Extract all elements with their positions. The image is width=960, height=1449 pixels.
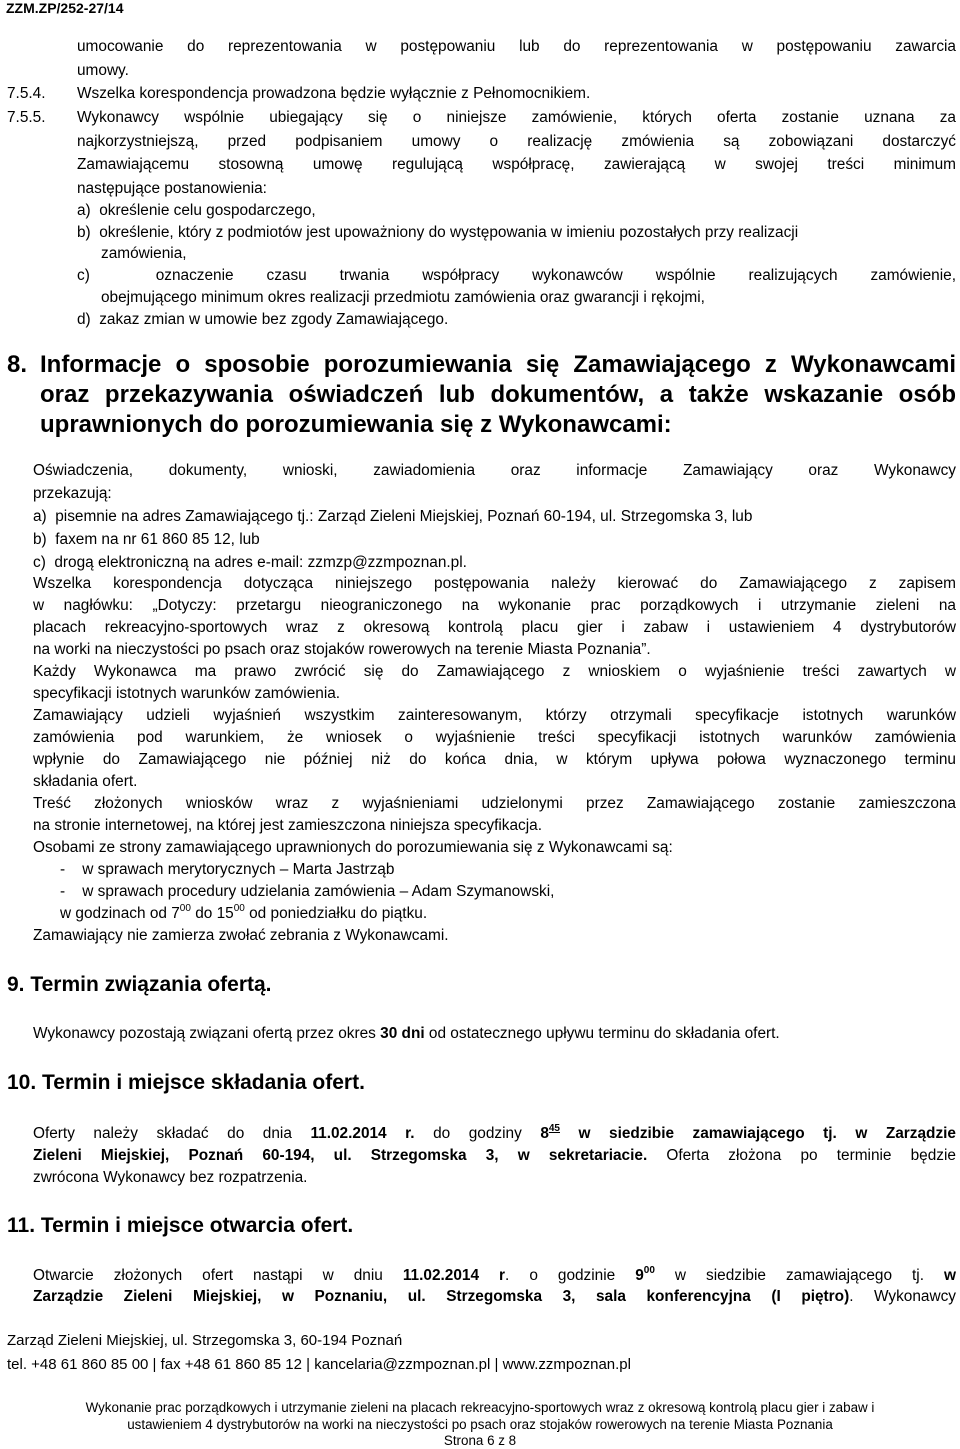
paragraph-line: wpłynie do Zamawiającego nie później niż do końca dnia, w którym upływa połowa wyznaczonego terminu [33,751,956,768]
text-run: Oferty należy składać do dnia [33,1125,311,1142]
clause-text: następujące postanowienia: [77,180,267,197]
paragraph-line: zwrócona Wykonawcy bez rozpatrzenia. [33,1169,308,1186]
paragraph-line: Zamawiający nie zamierza zwołać zebrania z Wykonawcami. [33,927,449,944]
list-item: - w sprawach procedury udzielania zamówienia – Adam Szymanowski, [60,883,555,900]
footer-description: ustawieniem 4 dystrybutorów na worki na nieczystości po psach oraz stojaków rowerowych na terenie Miasta Poznania [127,1417,833,1432]
footer-contact: tel. +48 61 860 85 00 | fax +48 61 860 85 12 | kancelaria@zzmpoznan.pl | www.zzmpoznan.pl [7,1356,631,1373]
paragraph-line: umowy. [77,62,129,79]
list-item: - w sprawach merytorycznych – Marta Jastrząb [60,861,395,878]
text-run: do godziny [414,1125,541,1142]
paragraph-line: przekazują: [33,485,112,502]
section-heading: 10. Termin i miejsce składania ofert. [7,1071,365,1094]
paragraph-line: zamówienia pod warunkiem, że wniosek o wyjaśnienie treści specyfikacji istotnych warunków zamówienia [33,729,956,746]
text-run-bold: 30 dni [380,1025,425,1042]
superscript: 45 [548,1123,560,1134]
text-run-bold: 11.02.2014 r [402,1267,506,1284]
list-item: d) zakaz zmian w umowie bez zgody Zamawiającego. [77,311,449,328]
clause-text: najkorzystniejszą, przed podpisaniem umowy o realizację zmówienia są zobowiązani dostarczyć [77,133,956,150]
paragraph-line: na stronie internetowej, na której jest zamieszczona niniejsza specyfikacja. [33,817,542,834]
section-heading: 9. Termin związania ofertą. [7,973,272,996]
text-run-bold: Zieleni Miejskiej, Poznań 60-194, ul. Strzegomska 3, w sekretariacie. [33,1147,648,1164]
footer-description: Wykonanie prac porządkowych i utrzymanie zieleni na placach rekreacyjno-sportowych wraz z okresową kontrolą placu gier i zabaw i [85,1400,875,1415]
paragraph-line [33,1287,956,1307]
list-item: a) pisemnie na adres Zamawiającego tj.: Zarząd Zieleni Miejskiej, Poznań 60-194, ul. Strzegomska 3, lub [33,508,753,525]
paragraph-line [33,1266,956,1286]
list-item: b) określenie, który z podmiotów jest upoważniony do występowania w imieniu pozostałych przy realizacji [77,224,799,241]
paragraph-line [33,1146,956,1166]
paragraph-line: Każdy Wykonawca ma prawo zwrócić się do Zamawiającego z wnioskiem o wyjaśnienie treści zawartych w [33,663,956,680]
section-heading: oraz przekazywania oświadczeń lub dokumentów, a także wskazanie osób [40,381,956,408]
paragraph-line: placach rekreacyjno-sportowych wraz z okresową kontrolą placu gier i zabaw i ustawieniem 4 dystrybutorów [33,619,956,636]
text-run: Otwarcie złożonych ofert nastąpi w dniu [33,1267,403,1284]
text-run-bold: Zarządzie Zieleni Miejskiej, w Poznaniu, ul. Strzegomska 3, sala konferencyjna (I piętro) [33,1288,850,1305]
list-item-cont: obejmującego minimum okres realizacji przedmiotu zamówienia oraz gwarancji i rękojmi, [101,289,705,306]
text-run-bold: 11.02.2014 r. [310,1125,415,1142]
list-item: c) drogą elektroniczną na adres e-mail: zzmzp@zzmpoznan.pl. [33,554,467,571]
footer-address: Zarząd Zieleni Miejskiej, ul. Strzegomska 3, 60-194 Poznań [7,1332,403,1349]
list-item: b) faxem na nr 61 860 85 12, lub [33,531,260,548]
paragraph-line [33,1024,780,1044]
office-hours-text: do 15 [190,905,234,922]
text-run: Wykonawcy pozostają związani ofertą przez okres [33,1025,381,1042]
paragraph-line: Osobami ze strony zamawiającego uprawnionych do porozumiewania się z Wykonawcami są: [33,839,673,856]
text-run: w siedzibie zamawiającego tj. [654,1267,945,1284]
superscript: 00 [233,903,245,914]
paragraph-line: Wszelka korespondencja dotycząca niniejszego postępowania należy kierować do Zamawiającego z zapisem [33,575,956,592]
office-hours-text: od poniedziałku do piątku. [244,905,428,922]
text-run-bold: w siedzibie zamawiającego tj. w Zarządzie [560,1125,956,1142]
text-run-bold: 9 [635,1267,644,1284]
text-run: . Wykonawcy [849,1288,956,1305]
section-heading: 11. Termin i miejsce otwarcia ofert. [7,1214,354,1237]
paragraph-line: umocowanie do reprezentowania w postępowaniu lub do reprezentowania w postępowaniu zawarcia [77,38,956,55]
section-number: 8. [7,351,28,378]
clause-number: 7.5.4. [7,85,46,102]
clause-number: 7.5.5. [7,109,46,126]
superscript: 00 [179,903,191,914]
list-item: a) określenie celu gospodarczego, [77,202,316,219]
text-run: od ostatecznego upływu terminu do składania ofert. [424,1025,780,1042]
text-run: . o godzinie [505,1267,636,1284]
section-heading: uprawnionych do porozumiewania się z Wykonawcami: [40,411,672,438]
paragraph-line: Treść złożonych wniosków wraz z wyjaśnieniami udzielonymi przez Zamawiającego zostanie zamieszczona [33,795,956,812]
list-item: c) oznaczenie czasu trwania współpracy wykonawców wspólnie realizujących zamówienie, [77,267,956,284]
clause-text: Zamawiającemu stosowną umowę regulującą współpracę, zawierającą w swojej treści minimum [77,156,956,173]
document-reference: ZZM.ZP/252-27/14 [6,0,124,16]
text-run-bold: w [944,1267,956,1284]
section-heading: Informacje o sposobie porozumiewania się Zamawiającego z Wykonawcami [40,351,956,378]
paragraph-line [33,1124,956,1144]
paragraph-line: składania ofert. [33,773,138,790]
paragraph-line: w nagłówku: „Dotyczy: przetargu nieograniczonego na wykonanie prac porządkowych i utrzymanie zieleni na [33,597,956,614]
paragraph-line: na worki na nieczystości po psach oraz stojaków rowerowych na terenie Miasta Poznania”. [33,641,651,658]
paragraph-line: specyfikacji istotnych warunków zamówienia. [33,685,341,702]
office-hours [60,904,427,924]
clause-text: Wykonawcy wspólnie ubiegający się o niniejsze zamówienie, których oferta zostanie uznana za [77,109,956,126]
page-number: Strona 6 z 8 [443,1433,517,1448]
clause-text: Wszelka korespondencja prowadzona będzie wyłącznie z Pełnomocnikiem. [77,85,591,102]
text-run-bold: 8 [540,1125,549,1142]
office-hours-text: w godzinach od 7 [60,905,180,922]
paragraph-line: Zamawiający udzieli wyjaśnień wszystkim zainteresowanym, którzy otrzymali specyfikacje istotnych warunków [33,707,956,724]
superscript: 00 [643,1265,655,1276]
paragraph-line: Oświadczenia, dokumenty, wnioski, zawiadomienia oraz informacje Zamawiający oraz Wykonawcy [33,462,956,479]
list-item-cont: zamówienia, [101,245,187,262]
text-run: Oferta złożona po terminie będzie [647,1147,956,1164]
